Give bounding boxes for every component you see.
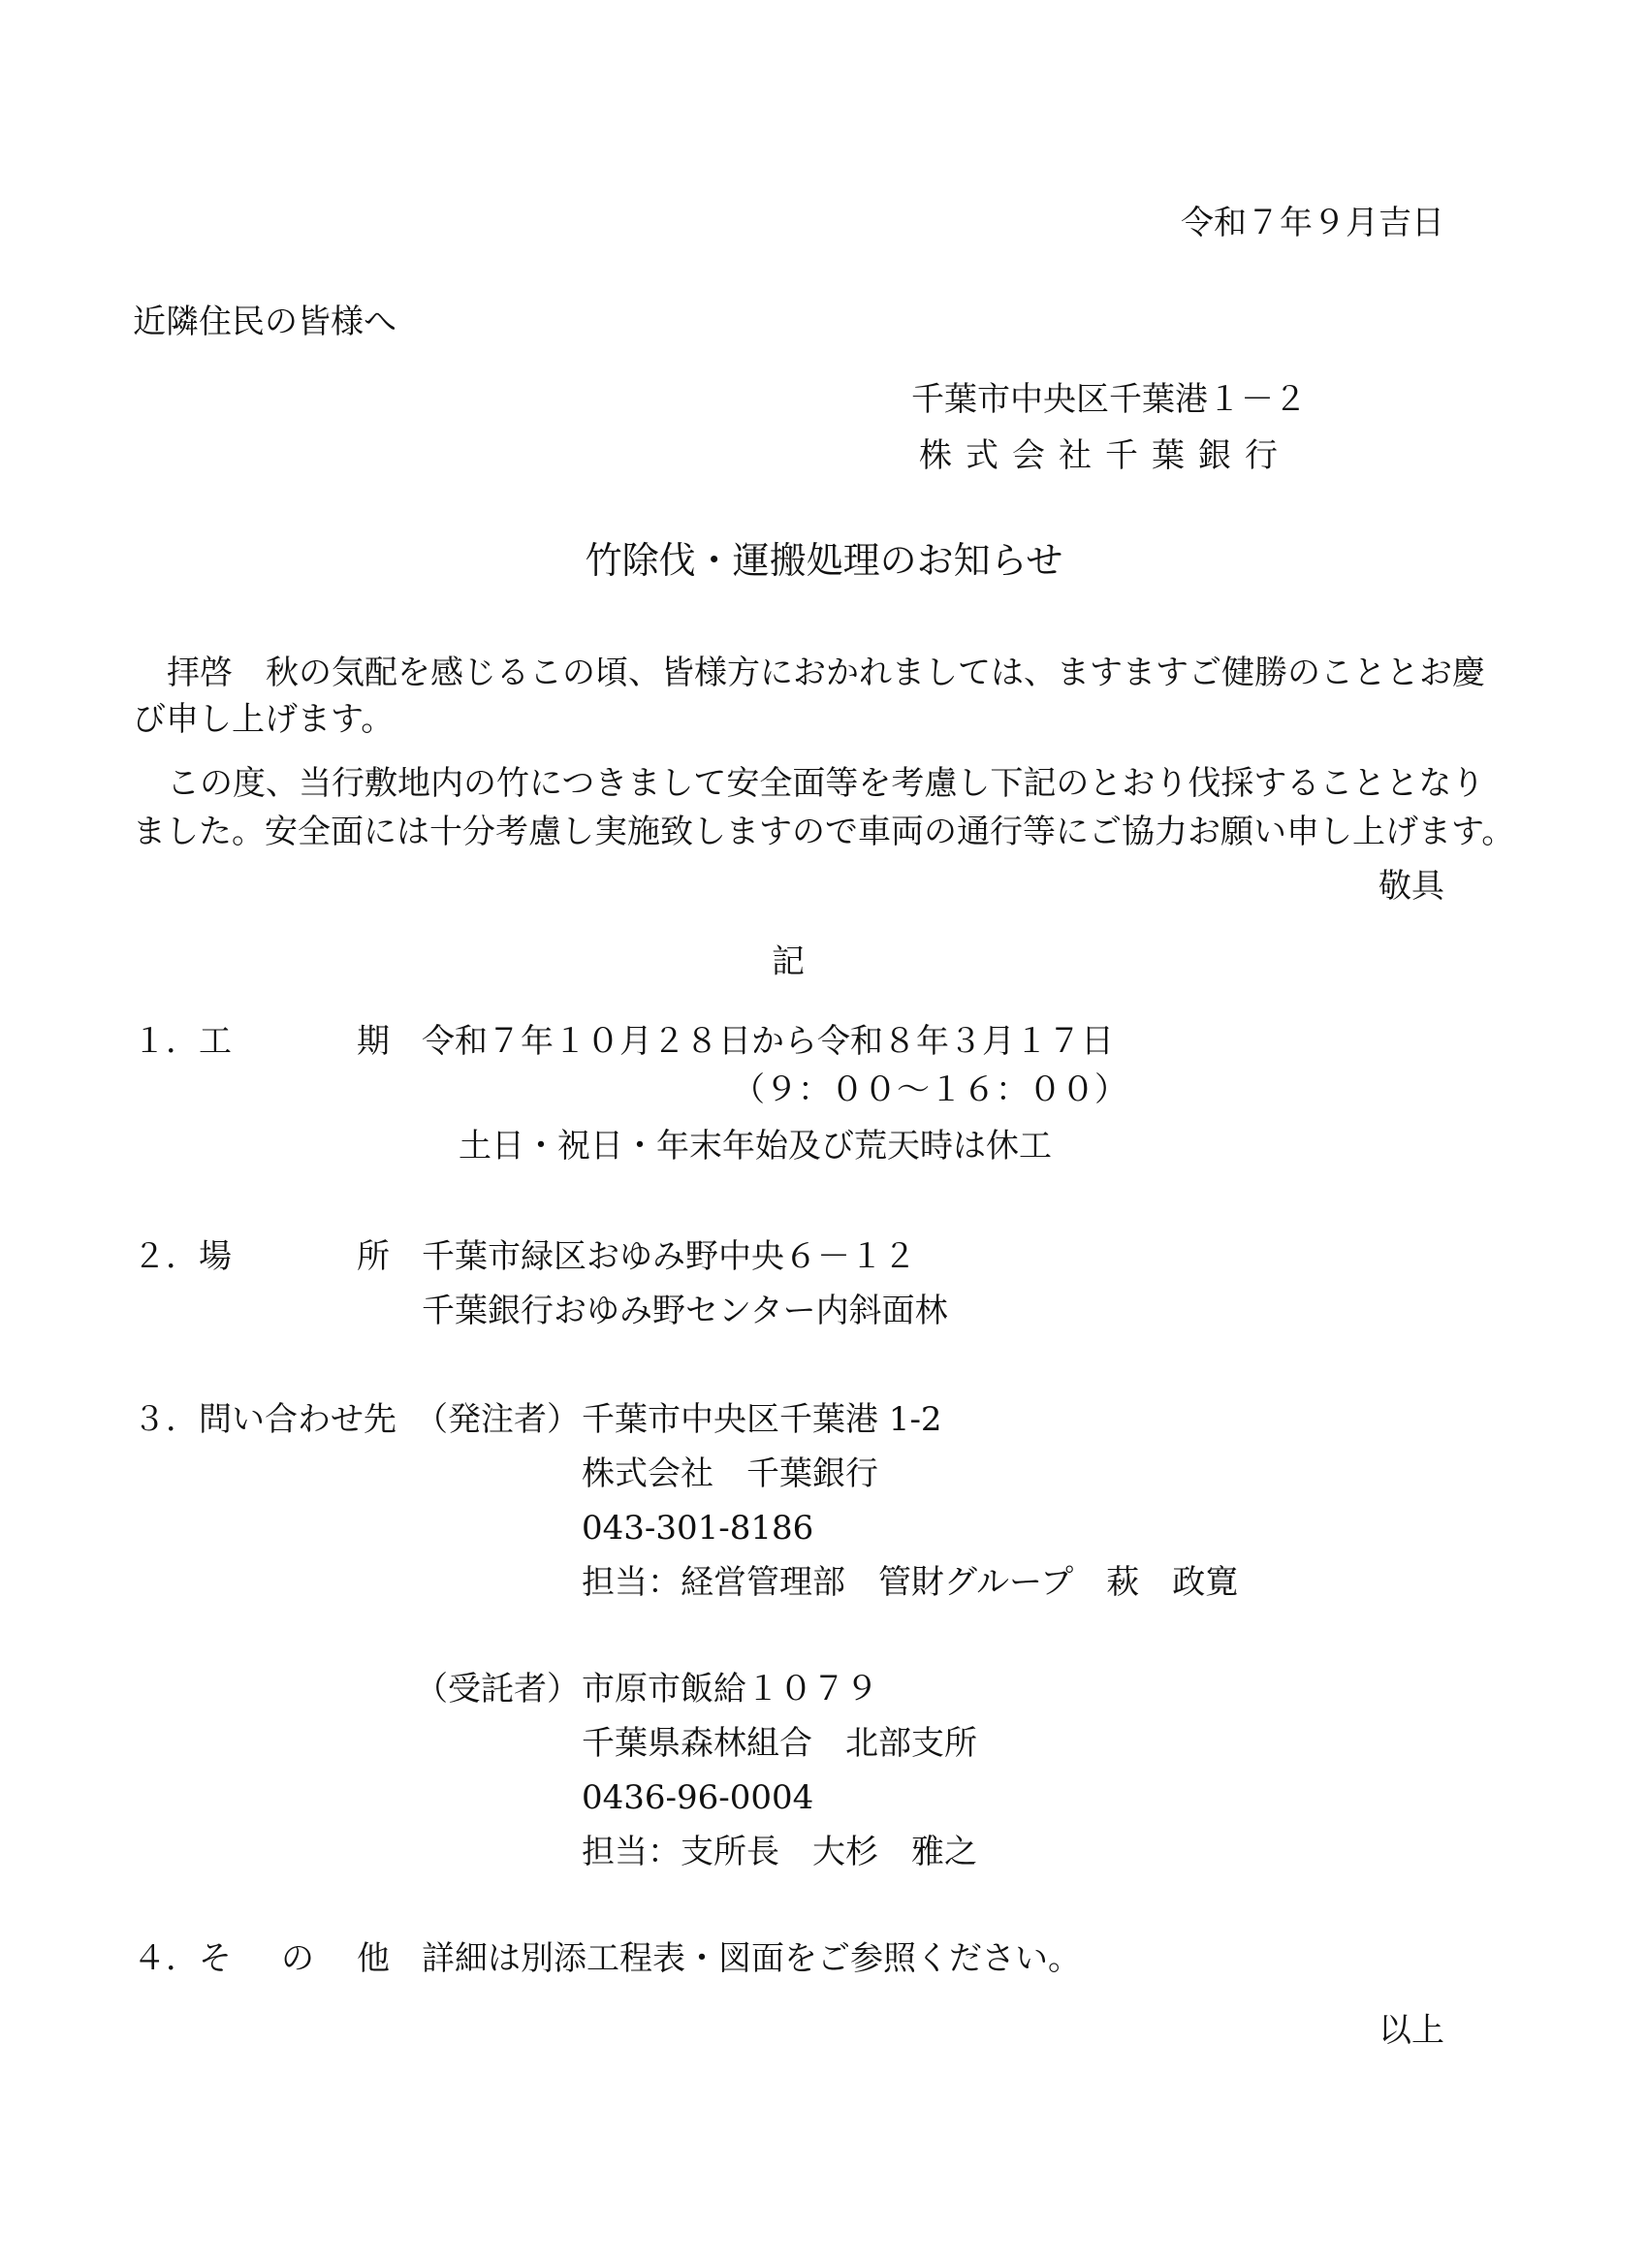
contractor-person: 担当：支所長 大杉 雅之 [582,1833,977,1871]
item-label: 問い合わせ先 [199,1400,396,1439]
ki-heading: 記 [772,942,805,981]
notice-line-2: ました。安全面には十分考慮し実施致しますので車両の通行等にご協力お願い申し上げます。 [133,813,1515,851]
other-details: 詳細は別添工程表・図面をご参照ください。 [422,1939,1081,1978]
orderer-person: 担当：経営管理部 管財グループ 萩 政寛 [582,1563,1239,1602]
item-number: ３． [133,1400,199,1439]
contractor-phone: 0436-96-0004 [582,1778,814,1817]
location-site: 千葉銀行おゆみ野センター内斜面林 [422,1292,948,1330]
item-number: ２． [133,1237,199,1276]
period-holidays: 土日・祝日・年末年始及び荒天時は休工 [459,1127,1052,1166]
item-label-start: 工 [199,1022,232,1061]
orderer-phone: 043-301-8186 [582,1509,814,1548]
item-label-start: 場 [199,1237,232,1276]
orderer-name: 株式会社 千葉銀行 [582,1454,878,1493]
contractor-name: 千葉県森林組合 北部支所 [582,1724,977,1763]
document-title: 竹除伐・運搬処理のお知らせ [585,539,1063,582]
item-number: ４． [133,1939,199,1978]
closing-keigu: 敬具 [1379,867,1444,906]
item-label-mid: の [281,1939,314,1978]
greeting-line-1: 拝啓 秋の気配を感じるこの頃、皆様方におかれましては、ますますご健勝のこととお慶 [167,654,1485,692]
item-label-start: そ [199,1939,232,1978]
notice-line-1: この度、当行敷地内の竹につきまして安全面等を考慮し下記のとおり伐採することとなり [167,764,1485,803]
addressee: 近隣住民の皆様へ [133,303,396,341]
item-number: １． [133,1022,199,1061]
sender-address: 千葉市中央区千葉港１－２ [911,380,1307,419]
period-dates: 令和７年１０月２８日から令和８年３月１７日 [422,1022,1114,1061]
item-label-end: 所 [357,1237,390,1276]
item-label-end: 他 [357,1939,390,1978]
end-mark: 以上 [1379,2011,1444,2050]
sender-name: 株式会社千葉銀行 [919,436,1291,475]
contractor-role: （受託者） [415,1670,580,1709]
greeting-line-2: び申し上げます。 [133,700,395,739]
orderer-address: 千葉市中央区千葉港 1-2 [582,1400,942,1439]
document-date: 令和７年９月吉日 [1181,204,1444,242]
location-address: 千葉市緑区おゆみ野中央６－１２ [422,1237,916,1276]
period-hours: （９：００～１６：００） [732,1070,1127,1109]
orderer-role: （発注者） [415,1400,580,1439]
contractor-address: 市原市飯給１０７９ [582,1670,878,1709]
item-label-end: 期 [357,1022,390,1061]
